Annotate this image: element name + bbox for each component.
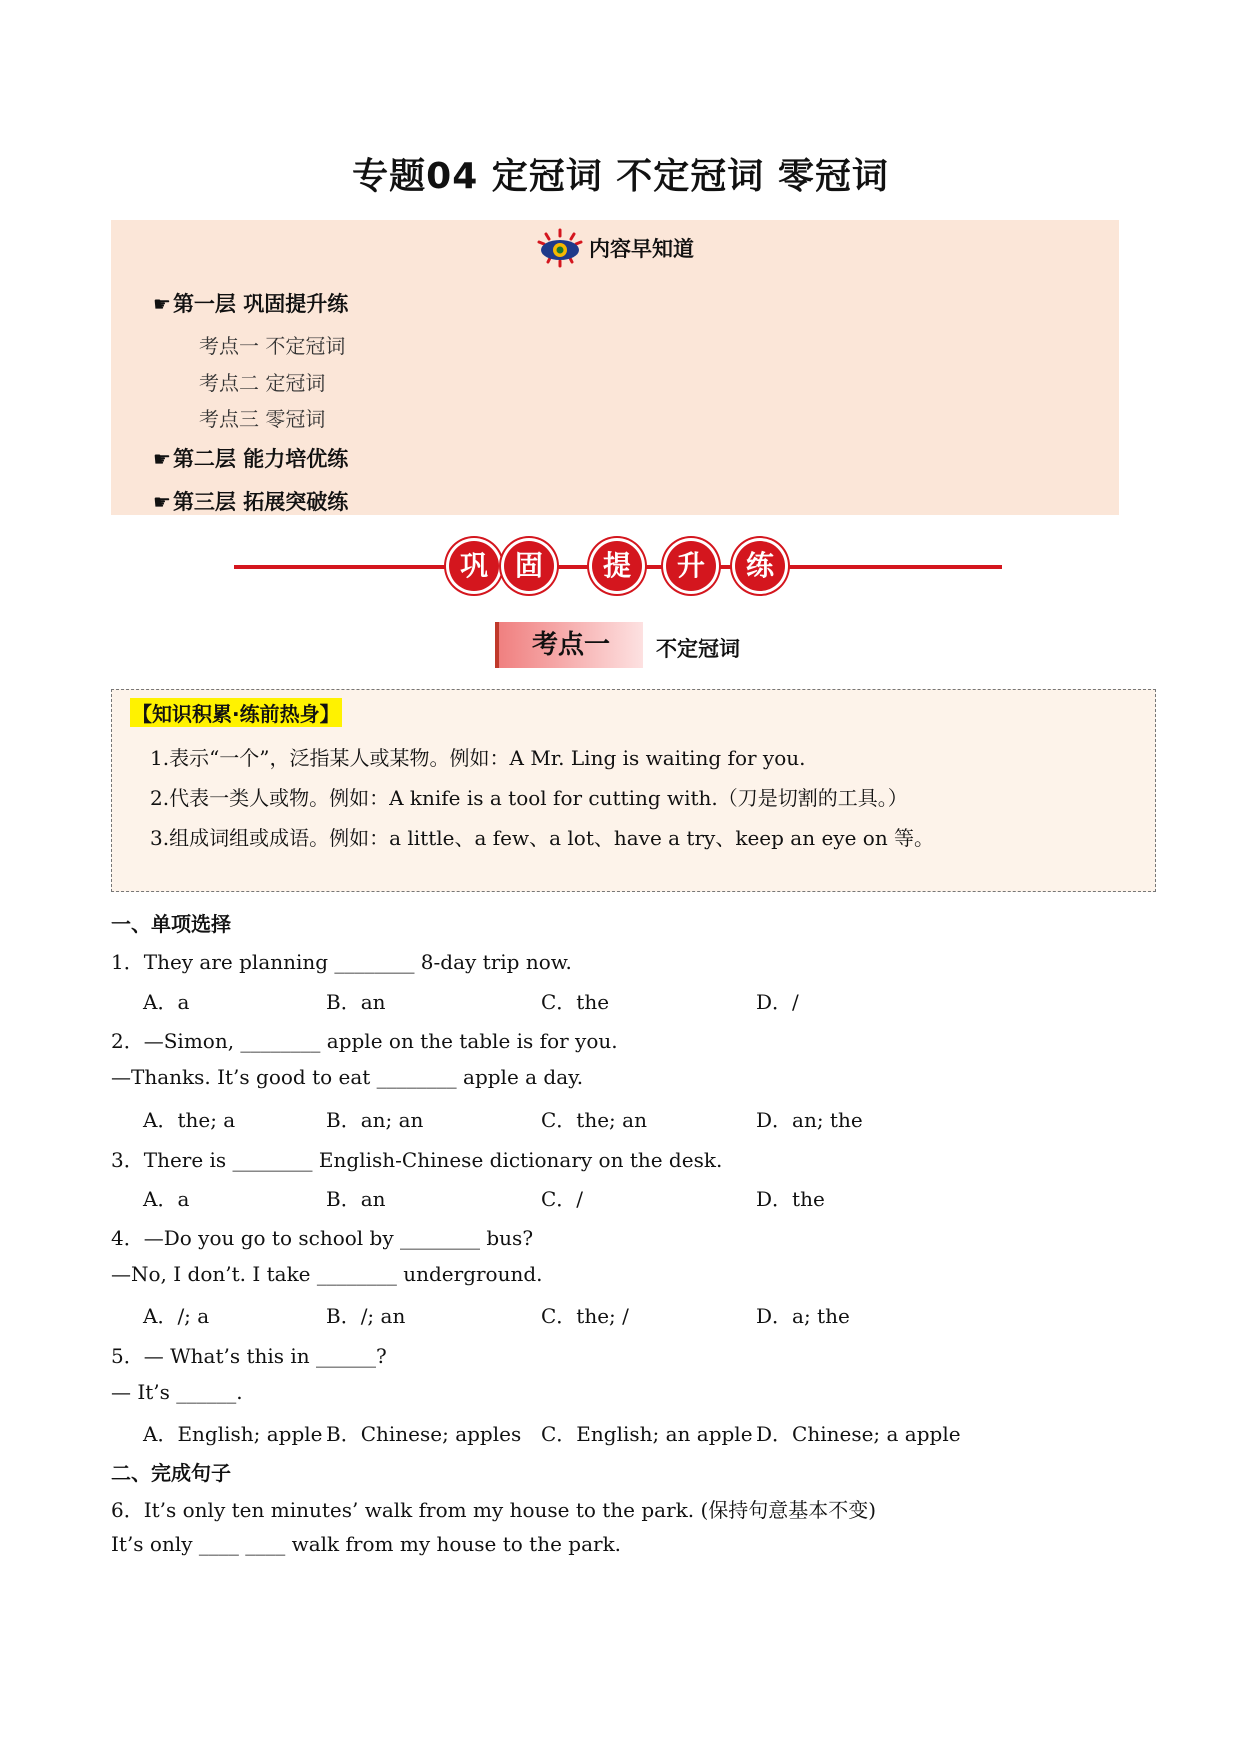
option-c: C．the; an (541, 1108, 647, 1132)
option-b: B．an (326, 990, 386, 1014)
question-line: —Thanks. It’s good to eat ________ apple a day. (111, 1065, 584, 1089)
option-b: B．an (326, 1187, 386, 1211)
section-heading: 二、完成句子 (111, 1461, 231, 1485)
option-c: C．English; an apple (541, 1422, 753, 1446)
layer-2-label: 第二层 能力培优练 (172, 447, 349, 471)
layer-3-label: 第三层 拓展突破练 (172, 490, 349, 514)
question-line: It’s only ____ ____ walk from my house to the park. (111, 1532, 622, 1556)
option-b: B．/; an (326, 1304, 406, 1328)
eye-icon (536, 228, 584, 268)
option-d: D．the (756, 1187, 825, 1211)
knowledge-heading: 【知识积累·练前热身】 (130, 698, 342, 727)
kaodian-label: 考点一 (495, 622, 643, 668)
banner-char: 固 (504, 541, 554, 591)
option-a: A．English; apple (143, 1422, 323, 1446)
knowledge-line: 2.代表一类人或物。例如：A knife is a tool for cutting with.（刀是切割的工具。） (150, 786, 908, 810)
question-line: 4．—Do you go to school by ________ bus? (111, 1226, 534, 1250)
option-a: A．the; a (143, 1108, 236, 1132)
question-line: 5．— What’s this in ______? (111, 1344, 387, 1368)
pointing-hand-icon: ☛ (153, 490, 171, 514)
knowledge-line: 3.组成词组或成语。例如：a little、a few、a lot、have a try、keep an eye on 等。 (150, 826, 935, 850)
question-line: 1．They are planning ________ 8-day trip now. (111, 950, 572, 974)
knowledge-line: 1.表示“一个”，泛指某人或某物。例如：A Mr. Ling is waiting for you. (150, 746, 806, 770)
option-b: B．Chinese; apples (326, 1422, 522, 1446)
option-d: D．Chinese; a apple (756, 1422, 961, 1446)
contents-header (111, 228, 1119, 268)
option-c: C．the; / (541, 1304, 629, 1328)
option-b: B．an; an (326, 1108, 424, 1132)
contents-box (111, 220, 1119, 515)
banner-char: 巩 (449, 541, 499, 591)
option-a: A．/; a (143, 1304, 210, 1328)
option-d: D．/ (756, 990, 799, 1014)
point-item: 考点三 零冠词 (199, 407, 326, 431)
layer-2 (153, 443, 348, 473)
section-heading: 一、单项选择 (111, 912, 231, 936)
option-c: C．/ (541, 1187, 584, 1211)
option-d: D．an; the (756, 1108, 863, 1132)
option-a: A．a (143, 1187, 190, 1211)
layer-1-label: 第一层 巩固提升练 (172, 292, 349, 316)
point-item: 考点一 不定冠词 (199, 334, 346, 358)
option-c: C．the (541, 990, 610, 1014)
page-title: 专题04 定冠词 不定冠词 零冠词 (352, 156, 889, 197)
banner-char: 升 (666, 541, 716, 591)
question-line: — It’s ______. (111, 1380, 243, 1404)
layer-3 (153, 486, 348, 516)
banner-char: 练 (735, 541, 785, 591)
point-item: 考点二 定冠词 (199, 371, 326, 395)
pointing-hand-icon: ☛ (153, 292, 171, 316)
banner-char: 提 (592, 541, 642, 591)
pointing-hand-icon: ☛ (153, 447, 171, 471)
question-line: 3．There is ________ English-Chinese dictionary on the desk. (111, 1148, 723, 1172)
option-d: D．a; the (756, 1304, 850, 1328)
question-line: —No, I don’t. I take ________ underground. (111, 1262, 543, 1286)
question-line: 6．It’s only ten minutes’ walk from my house to the park. (保持句意基本不变) (111, 1498, 877, 1522)
layer-1 (153, 288, 348, 318)
contents-header-label: 内容早知道 (589, 237, 695, 261)
kaodian-title: 不定冠词 (656, 637, 740, 661)
question-line: 2．—Simon, ________ apple on the table is for you. (111, 1029, 618, 1053)
option-a: A．a (143, 990, 190, 1014)
knowledge-box (111, 689, 1156, 892)
